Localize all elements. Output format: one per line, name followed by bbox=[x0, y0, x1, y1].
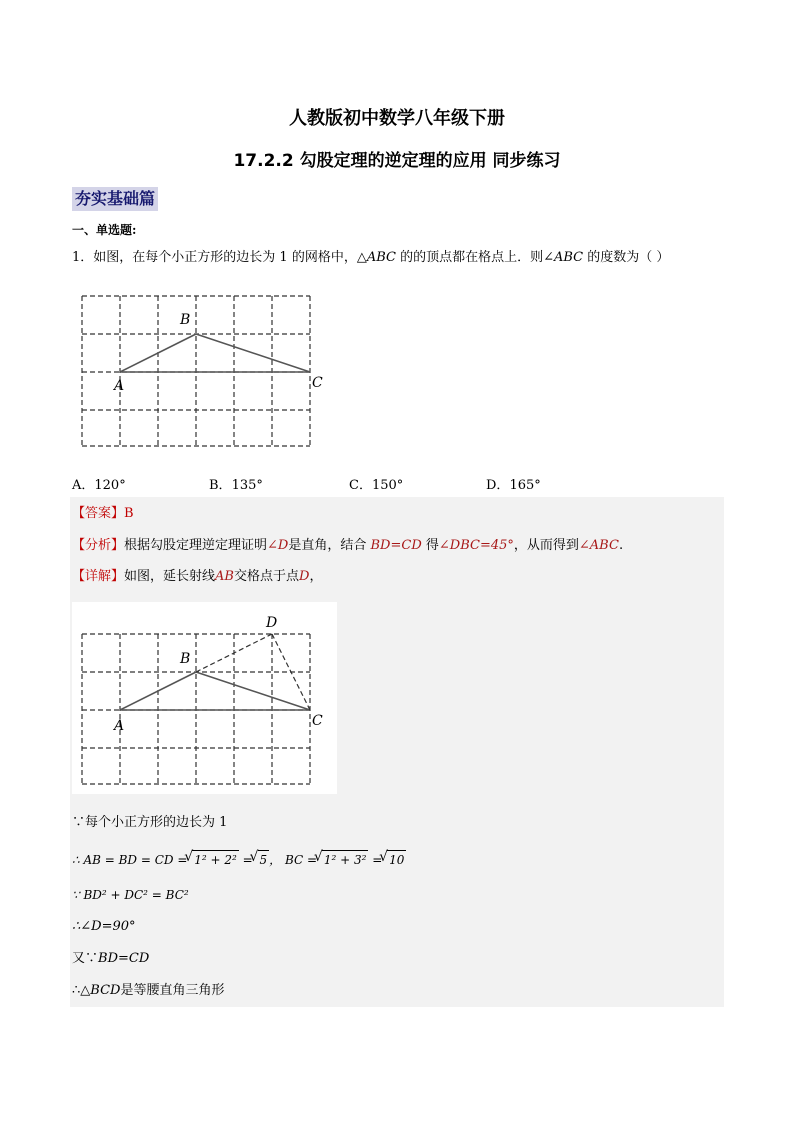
answer-value: B bbox=[124, 506, 134, 521]
stem-angle: ∠ABC bbox=[543, 250, 584, 265]
detail-label-a: A bbox=[114, 718, 125, 734]
triangle-abc bbox=[120, 334, 310, 372]
step-6-bcd: BCD bbox=[90, 983, 121, 998]
grid-lines bbox=[82, 296, 310, 446]
step-2-radical-4: √ 10 bbox=[387, 850, 406, 869]
step-5-prefix: 又∵ bbox=[72, 951, 99, 966]
analysis-text-1: 根据勾股定理逆定理证明 bbox=[124, 538, 268, 553]
detail-intro bbox=[72, 568, 322, 586]
step-5 bbox=[72, 950, 149, 968]
analysis-line bbox=[72, 537, 623, 555]
detail-label-c: C bbox=[312, 713, 323, 729]
option-a[interactable]: A．120° bbox=[72, 478, 126, 493]
option-c[interactable]: C．150° bbox=[349, 478, 404, 493]
analysis-text-2: 是直角，结合 bbox=[288, 538, 371, 553]
answer-tag: 【答案】 bbox=[72, 506, 125, 521]
detail-grid-lines bbox=[82, 634, 310, 784]
label-c: C bbox=[312, 375, 323, 391]
detail-label-b: B bbox=[180, 651, 191, 667]
option-b[interactable]: B．135° bbox=[209, 478, 263, 493]
stem-text-mid: 的的顶点都在格点上．则 bbox=[395, 250, 544, 265]
detail-ab: AB bbox=[215, 569, 234, 584]
document-title: 人教版初中数学八年级下册 bbox=[289, 108, 505, 129]
step-2-radical-1: √ 1² + 2² bbox=[192, 850, 239, 869]
step-4: ∴∠D=90° bbox=[72, 919, 136, 934]
subsection-heading: 一、单选题: bbox=[72, 223, 137, 237]
analysis-angle-abc: ∠ABC bbox=[578, 538, 619, 553]
step-1: ∵每个小正方形的边长为 1 bbox=[72, 815, 228, 830]
step-2-radical-2: √ 5 bbox=[258, 850, 270, 869]
answer-line bbox=[72, 505, 134, 523]
section-label: 夯实基础篇 bbox=[72, 187, 158, 211]
step-6-prefix: ∴△ bbox=[72, 983, 91, 998]
analysis-angle-dbc: ∠DBC=45° bbox=[438, 538, 514, 553]
step-2 bbox=[72, 850, 406, 869]
analysis-tag: 【分析】 bbox=[72, 538, 125, 553]
analysis-text-5: . bbox=[618, 538, 624, 553]
analysis-angle-d: ∠D bbox=[267, 538, 289, 553]
option-d[interactable]: D．165° bbox=[486, 478, 541, 493]
question-stem bbox=[72, 249, 669, 267]
stem-text: ．如图，在每个小正方形的边长为 1 的网格中， bbox=[80, 250, 357, 265]
step-5-bd-cd: BD=CD bbox=[98, 951, 150, 966]
step-2-eq: = bbox=[238, 853, 257, 867]
step-6-text: 是等腰直角三角形 bbox=[120, 983, 225, 998]
detail-triangle-abc bbox=[120, 672, 310, 710]
question-figure bbox=[76, 292, 323, 452]
document-subtitle: 17.2.2 勾股定理的逆定理的应用 同步练习 bbox=[233, 151, 561, 171]
question-number: 1 bbox=[72, 250, 81, 265]
step-2-eq-2: = bbox=[368, 853, 387, 867]
step-3: ∵ BD² + DC² = BC² bbox=[72, 888, 189, 902]
detail-tag: 【详解】 bbox=[72, 569, 125, 584]
detail-text-1: 如图，延长射线 bbox=[124, 569, 216, 584]
step-2-radical-3: √ 1² + 3² bbox=[322, 850, 369, 869]
analysis-bd-cd: BD=CD bbox=[370, 538, 422, 553]
analysis-text-3: 得 bbox=[421, 538, 439, 553]
detail-d: D bbox=[299, 569, 310, 584]
stem-text-end: 的度数为（ ） bbox=[583, 250, 670, 265]
stem-triangle: △ABC bbox=[356, 250, 396, 265]
detail-label-d: D bbox=[266, 615, 278, 631]
step-6 bbox=[72, 982, 224, 1000]
detail-figure bbox=[76, 612, 326, 788]
detail-text-3: ， bbox=[309, 569, 323, 584]
label-a: A bbox=[114, 378, 125, 394]
analysis-text-4: ，从而得到 bbox=[513, 538, 579, 553]
step-2-lhs: ∴ AB = BD = CD = bbox=[72, 853, 192, 867]
label-b: B bbox=[180, 312, 191, 328]
detail-text-2: 交格点于点 bbox=[233, 569, 299, 584]
step-2-mid: ， BC = bbox=[269, 853, 321, 867]
